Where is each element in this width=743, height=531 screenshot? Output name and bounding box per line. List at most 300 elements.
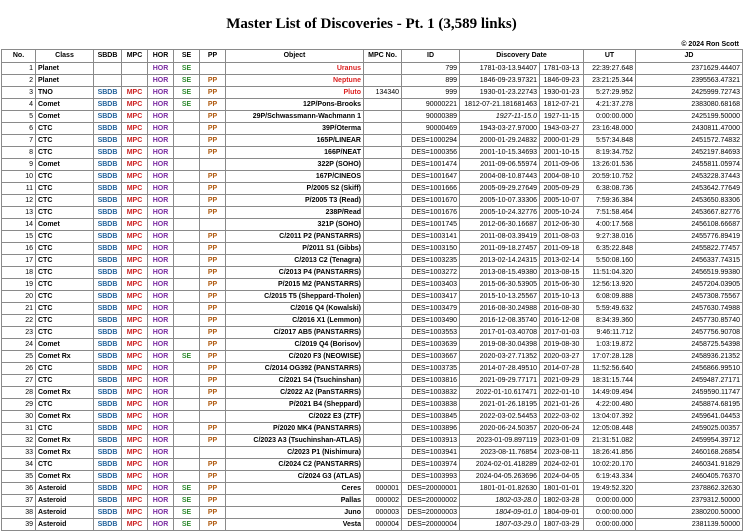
mpc-link[interactable]: MPC xyxy=(122,411,148,423)
pp-link[interactable]: PP xyxy=(200,459,226,471)
horizons-link[interactable]: HOR xyxy=(148,279,174,291)
horizons-link[interactable]: HOR xyxy=(148,519,174,531)
horizons-link[interactable]: HOR xyxy=(148,495,174,507)
pp-link[interactable]: PP xyxy=(200,279,226,291)
row-number: 6 xyxy=(2,123,36,135)
mpc-number xyxy=(364,255,402,267)
discovery-day: 2005-10-07 xyxy=(540,195,584,207)
mpc-link[interactable]: MPC xyxy=(122,219,148,231)
julian-date: 2457756.90708 xyxy=(636,327,743,339)
discovery-date: 2015-10-13.25567 xyxy=(460,291,540,303)
mpc-link[interactable]: MPC xyxy=(122,519,148,531)
object-name[interactable]: 39P/Oterma xyxy=(226,123,364,135)
julian-date: 2457630.74988 xyxy=(636,303,743,315)
pp-link[interactable]: PP xyxy=(200,111,226,123)
discovery-date: 2024-02-01.418289 xyxy=(460,459,540,471)
pp-link[interactable]: PP xyxy=(200,171,226,183)
pp-link[interactable]: PP xyxy=(200,195,226,207)
mpc-link[interactable]: MPC xyxy=(122,255,148,267)
sbdb-link[interactable]: SBDB xyxy=(94,183,122,195)
sbdb-link[interactable]: SBDB xyxy=(94,195,122,207)
pp-link[interactable]: PP xyxy=(200,207,226,219)
horizons-link[interactable]: HOR xyxy=(148,399,174,411)
sbdb-link[interactable]: SBDB xyxy=(94,315,122,327)
row-number: 16 xyxy=(2,243,36,255)
horizons-link[interactable]: HOR xyxy=(148,267,174,279)
object-name[interactable]: C/2023 A3 (Tsuchinshan-ATLAS) xyxy=(226,435,364,447)
pp-link[interactable]: PP xyxy=(200,243,226,255)
pp-link[interactable]: PP xyxy=(200,123,226,135)
discovery-date: 2022-01-10.617471 xyxy=(460,387,540,399)
pp-link[interactable]: PP xyxy=(200,99,226,111)
mpc-link[interactable]: MPC xyxy=(122,387,148,399)
object-name[interactable]: Pallas xyxy=(226,495,364,507)
object-name[interactable]: 12P/Pons-Brooks xyxy=(226,99,364,111)
object-id: DES=1000294 xyxy=(402,135,460,147)
discovery-ut: 7:51:58.464 xyxy=(584,207,636,219)
object-name[interactable]: C/2024 G3 (ATLAS) xyxy=(226,471,364,483)
object-name[interactable]: C/2022 E3 (ZTF) xyxy=(226,411,364,423)
object-name[interactable]: 321P (SOHO) xyxy=(226,219,364,231)
pp-link[interactable]: PP xyxy=(200,423,226,435)
julian-date: 2460341.91829 xyxy=(636,459,743,471)
row-number: 34 xyxy=(2,459,36,471)
object-name[interactable]: 166P/NEAT xyxy=(226,147,364,159)
table-row xyxy=(2,483,743,495)
pp-link[interactable]: PP xyxy=(200,183,226,195)
pp-link[interactable]: PP xyxy=(200,315,226,327)
horizons-link[interactable]: HOR xyxy=(148,447,174,459)
discovery-day: 2017-01-03 xyxy=(540,327,584,339)
sbdb-link[interactable]: SBDB xyxy=(94,111,122,123)
object-name[interactable]: P/2005 T3 (Read) xyxy=(226,195,364,207)
horizons-link[interactable]: HOR xyxy=(148,207,174,219)
object-id: DES=1003838 xyxy=(402,399,460,411)
object-name[interactable]: C/2022 A2 (PanSTARRS) xyxy=(226,387,364,399)
object-name[interactable]: C/2024 C2 (PANSTARRS) xyxy=(226,459,364,471)
se-link xyxy=(174,315,200,327)
mpc-link[interactable]: MPC xyxy=(122,159,148,171)
object-name[interactable]: Pluto xyxy=(226,87,364,99)
discovery-date: 2020-03-27.71352 xyxy=(460,351,540,363)
horizons-link[interactable]: HOR xyxy=(148,63,174,75)
table-row xyxy=(2,183,743,195)
sbdb-link[interactable]: SBDB xyxy=(94,303,122,315)
mpc-number xyxy=(364,375,402,387)
discovery-date: 2000-01-29.24832 xyxy=(460,135,540,147)
horizons-link[interactable]: HOR xyxy=(148,195,174,207)
se-link[interactable]: SE xyxy=(174,351,200,363)
object-name[interactable]: 167P/CINEOS xyxy=(226,171,364,183)
mpc-link[interactable]: MPC xyxy=(122,207,148,219)
class-cell: Planet xyxy=(36,75,94,87)
horizons-link[interactable]: HOR xyxy=(148,135,174,147)
object-name[interactable]: Vesta xyxy=(226,519,364,531)
pp-link[interactable]: PP xyxy=(200,483,226,495)
mpc-number: 000003 xyxy=(364,507,402,519)
sbdb-link[interactable]: SBDB xyxy=(94,483,122,495)
mpc-link[interactable]: MPC xyxy=(122,279,148,291)
pp-link[interactable]: PP xyxy=(200,351,226,363)
mpc-link[interactable]: MPC xyxy=(122,399,148,411)
sbdb-link[interactable]: SBDB xyxy=(94,291,122,303)
horizons-link[interactable]: HOR xyxy=(148,471,174,483)
se-link xyxy=(174,267,200,279)
sbdb-link[interactable]: SBDB xyxy=(94,411,122,423)
sbdb-link[interactable]: SBDB xyxy=(94,255,122,267)
mpc-link[interactable]: MPC xyxy=(122,267,148,279)
sbdb-link[interactable]: SBDB xyxy=(94,351,122,363)
pp-link[interactable]: PP xyxy=(200,231,226,243)
discovery-day: 2001-10-15 xyxy=(540,147,584,159)
sbdb-link[interactable]: SBDB xyxy=(94,219,122,231)
se-link xyxy=(174,399,200,411)
table-row xyxy=(2,159,743,171)
header-ut: UT xyxy=(584,50,636,63)
julian-date: 2395563.47321 xyxy=(636,75,743,87)
pp-link[interactable]: PP xyxy=(200,135,226,147)
sbdb-link[interactable]: SBDB xyxy=(94,519,122,531)
row-number: 11 xyxy=(2,183,36,195)
mpc-number: 134340 xyxy=(364,87,402,99)
se-link[interactable]: SE xyxy=(174,483,200,495)
mpc-link[interactable]: MPC xyxy=(122,315,148,327)
sbdb-link[interactable]: SBDB xyxy=(94,267,122,279)
object-name[interactable]: P/2021 B4 (Sheppard) xyxy=(226,399,364,411)
discovery-ut: 6:35:22.848 xyxy=(584,243,636,255)
pp-link[interactable]: PP xyxy=(200,495,226,507)
se-link[interactable]: SE xyxy=(174,87,200,99)
mpc-number xyxy=(364,159,402,171)
discovery-ut: 13:04:07.392 xyxy=(584,411,636,423)
mpc-link xyxy=(122,63,148,75)
pp-link[interactable]: PP xyxy=(200,75,226,87)
sbdb-link[interactable]: SBDB xyxy=(94,171,122,183)
row-number: 28 xyxy=(2,387,36,399)
object-name[interactable]: 238P/Read xyxy=(226,207,364,219)
class-cell: CTC xyxy=(36,231,94,243)
class-cell: Asteroid xyxy=(36,483,94,495)
sbdb-link[interactable]: SBDB xyxy=(94,147,122,159)
object-id: DES=20000004 xyxy=(402,519,460,531)
object-name[interactable]: Neptune xyxy=(226,75,364,87)
mpc-link[interactable]: MPC xyxy=(122,327,148,339)
object-name[interactable]: C/2023 P1 (Nishimura) xyxy=(226,447,364,459)
pp-link[interactable]: PP xyxy=(200,387,226,399)
mpc-link[interactable]: MPC xyxy=(122,303,148,315)
pp-link[interactable]: PP xyxy=(200,399,226,411)
horizons-link[interactable]: HOR xyxy=(148,375,174,387)
horizons-link[interactable]: HOR xyxy=(148,483,174,495)
object-name[interactable]: Juno xyxy=(226,507,364,519)
horizons-link[interactable]: HOR xyxy=(148,231,174,243)
object-id: DES=1001745 xyxy=(402,219,460,231)
mpc-link[interactable]: MPC xyxy=(122,231,148,243)
table-row xyxy=(2,255,743,267)
sbdb-link[interactable]: SBDB xyxy=(94,423,122,435)
object-name[interactable]: C/2015 T5 (Sheppard-Tholen) xyxy=(226,291,364,303)
pp-link[interactable]: PP xyxy=(200,435,226,447)
sbdb-link[interactable]: SBDB xyxy=(94,99,122,111)
horizons-link[interactable]: HOR xyxy=(148,315,174,327)
sbdb-link[interactable]: SBDB xyxy=(94,471,122,483)
discovery-ut: 0:00:00.000 xyxy=(584,519,636,531)
mpc-link[interactable]: MPC xyxy=(122,339,148,351)
row-number: 14 xyxy=(2,219,36,231)
sbdb-link[interactable]: SBDB xyxy=(94,399,122,411)
object-id: DES=1001670 xyxy=(402,195,460,207)
object-id: DES=1003272 xyxy=(402,267,460,279)
se-link xyxy=(174,411,200,423)
row-number: 31 xyxy=(2,423,36,435)
mpc-link[interactable]: MPC xyxy=(122,171,148,183)
mpc-link[interactable]: MPC xyxy=(122,351,148,363)
horizons-link[interactable]: HOR xyxy=(148,219,174,231)
horizons-link[interactable]: HOR xyxy=(148,423,174,435)
discovery-date: 2016-08-30.24988 xyxy=(460,303,540,315)
object-name[interactable]: C/2014 OG392 (PANSTARRS) xyxy=(226,363,364,375)
discovery-date: 2001-10-15.34693 xyxy=(460,147,540,159)
object-id: DES=1003490 xyxy=(402,315,460,327)
sbdb-link[interactable]: SBDB xyxy=(94,363,122,375)
sbdb-link[interactable]: SBDB xyxy=(94,135,122,147)
mpc-number xyxy=(364,363,402,375)
sbdb-link[interactable]: SBDB xyxy=(94,447,122,459)
se-link xyxy=(174,363,200,375)
sbdb-link[interactable]: SBDB xyxy=(94,495,122,507)
horizons-link[interactable]: HOR xyxy=(148,327,174,339)
object-id: 90000389 xyxy=(402,111,460,123)
julian-date: 2455776.89419 xyxy=(636,231,743,243)
pp-link[interactable]: PP xyxy=(200,507,226,519)
class-cell: CTC xyxy=(36,315,94,327)
discovery-ut: 5:50:08.160 xyxy=(584,255,636,267)
pp-link[interactable]: PP xyxy=(200,471,226,483)
sbdb-link[interactable]: SBDB xyxy=(94,327,122,339)
object-name[interactable]: C/2021 S4 (Tsuchinshan) xyxy=(226,375,364,387)
mpc-number xyxy=(364,243,402,255)
mpc-link[interactable]: MPC xyxy=(122,423,148,435)
horizons-link[interactable]: HOR xyxy=(148,459,174,471)
object-name[interactable]: P/2015 M2 (PANSTARRS) xyxy=(226,279,364,291)
row-number: 5 xyxy=(2,111,36,123)
pp-link[interactable]: PP xyxy=(200,87,226,99)
mpc-link[interactable]: MPC xyxy=(122,459,148,471)
horizons-link[interactable]: HOR xyxy=(148,507,174,519)
discovery-day: 2004-08-10 xyxy=(540,171,584,183)
row-number: 39 xyxy=(2,519,36,531)
discovery-date: 2016-12-08.35740 xyxy=(460,315,540,327)
mpc-number xyxy=(364,411,402,423)
discovery-ut: 22:39:27.648 xyxy=(584,63,636,75)
object-name[interactable]: P/2005 S2 (Skiff) xyxy=(226,183,364,195)
object-name[interactable]: C/2013 C2 (Tenagra) xyxy=(226,255,364,267)
object-name[interactable]: P/2011 S1 (Gibbs) xyxy=(226,243,364,255)
pp-link[interactable]: PP xyxy=(200,519,226,531)
object-id: DES=1003832 xyxy=(402,387,460,399)
discovery-ut: 1:03:19.872 xyxy=(584,339,636,351)
mpc-number xyxy=(364,315,402,327)
horizons-link[interactable]: HOR xyxy=(148,171,174,183)
pp-link[interactable]: PP xyxy=(200,267,226,279)
se-link[interactable]: SE xyxy=(174,519,200,531)
mpc-link[interactable]: MPC xyxy=(122,507,148,519)
row-number: 30 xyxy=(2,411,36,423)
mpc-link[interactable]: MPC xyxy=(122,471,148,483)
se-link[interactable]: SE xyxy=(174,507,200,519)
horizons-link[interactable]: HOR xyxy=(148,123,174,135)
mpc-link[interactable]: MPC xyxy=(122,183,148,195)
mpc-link[interactable]: MPC xyxy=(122,363,148,375)
sbdb-link[interactable]: SBDB xyxy=(94,207,122,219)
table-row xyxy=(2,147,743,159)
sbdb-link[interactable]: SBDB xyxy=(94,507,122,519)
se-link xyxy=(174,471,200,483)
table-row xyxy=(2,507,743,519)
sbdb-link[interactable]: SBDB xyxy=(94,87,122,99)
object-id: DES=1003479 xyxy=(402,303,460,315)
sbdb-link[interactable]: SBDB xyxy=(94,123,122,135)
horizons-link[interactable]: HOR xyxy=(148,243,174,255)
mpc-link[interactable]: MPC xyxy=(122,123,148,135)
mpc-link[interactable]: MPC xyxy=(122,483,148,495)
header-pp: PP xyxy=(200,50,226,63)
horizons-link[interactable]: HOR xyxy=(148,183,174,195)
se-link xyxy=(174,111,200,123)
se-link[interactable]: SE xyxy=(174,495,200,507)
class-cell: Comet Rx xyxy=(36,411,94,423)
discovery-day: 2012-06-30 xyxy=(540,219,584,231)
sbdb-link[interactable]: SBDB xyxy=(94,435,122,447)
pp-link[interactable]: PP xyxy=(200,375,226,387)
se-link xyxy=(174,279,200,291)
julian-date: 2425999.72743 xyxy=(636,87,743,99)
mpc-link[interactable]: MPC xyxy=(122,99,148,111)
julian-date: 2453650.83306 xyxy=(636,195,743,207)
mpc-link[interactable]: MPC xyxy=(122,447,148,459)
object-name[interactable]: 165P/LINEAR xyxy=(226,135,364,147)
horizons-link[interactable]: HOR xyxy=(148,303,174,315)
discovery-ut: 6:08:09.888 xyxy=(584,291,636,303)
pp-link[interactable]: PP xyxy=(200,327,226,339)
class-cell: Comet Rx xyxy=(36,387,94,399)
object-name[interactable]: C/2017 AB5 (PANSTARRS) xyxy=(226,327,364,339)
sbdb-link[interactable]: SBDB xyxy=(94,387,122,399)
discovery-ut: 20:59:10.752 xyxy=(584,171,636,183)
mpc-link[interactable]: MPC xyxy=(122,147,148,159)
horizons-link[interactable]: HOR xyxy=(148,435,174,447)
mpc-link[interactable]: MPC xyxy=(122,87,148,99)
object-name[interactable]: C/2016 X1 (Lemmon) xyxy=(226,315,364,327)
object-name[interactable]: Uranus xyxy=(226,63,364,75)
horizons-link[interactable]: HOR xyxy=(148,351,174,363)
sbdb-link[interactable]: SBDB xyxy=(94,459,122,471)
mpc-link[interactable]: MPC xyxy=(122,291,148,303)
discovery-date: 1801-01-01.82630 xyxy=(460,483,540,495)
object-name[interactable]: C/2016 Q4 (Kowalski) xyxy=(226,303,364,315)
mpc-link[interactable]: MPC xyxy=(122,435,148,447)
se-link[interactable]: SE xyxy=(174,99,200,111)
horizons-link[interactable]: HOR xyxy=(148,387,174,399)
horizons-link[interactable]: HOR xyxy=(148,363,174,375)
horizons-link[interactable]: HOR xyxy=(148,111,174,123)
class-cell: CTC xyxy=(36,279,94,291)
discovery-day: 2021-01-26 xyxy=(540,399,584,411)
pp-link[interactable]: PP xyxy=(200,255,226,267)
sbdb-link[interactable]: SBDB xyxy=(94,339,122,351)
object-name[interactable]: 322P (SOHO) xyxy=(226,159,364,171)
object-name[interactable]: 29P/Schwassmann-Wachmann 1 xyxy=(226,111,364,123)
julian-date: 2453642.77649 xyxy=(636,183,743,195)
table-row xyxy=(2,495,743,507)
sbdb-link[interactable]: SBDB xyxy=(94,159,122,171)
object-id: DES=1003235 xyxy=(402,255,460,267)
object-name[interactable]: C/2011 P2 (PANSTARRS) xyxy=(226,231,364,243)
mpc-link[interactable]: MPC xyxy=(122,243,148,255)
horizons-link[interactable]: HOR xyxy=(148,75,174,87)
discovery-ut: 5:27:29.952 xyxy=(584,87,636,99)
discovery-day: 2024-02-01 xyxy=(540,459,584,471)
mpc-link[interactable]: MPC xyxy=(122,495,148,507)
mpc-link[interactable]: MPC xyxy=(122,135,148,147)
discovery-ut: 13:26:01.536 xyxy=(584,159,636,171)
horizons-link[interactable]: HOR xyxy=(148,159,174,171)
horizons-link[interactable]: HOR xyxy=(148,255,174,267)
horizons-link[interactable]: HOR xyxy=(148,87,174,99)
object-name[interactable]: C/2020 F3 (NEOWISE) xyxy=(226,351,364,363)
class-cell: Comet xyxy=(36,339,94,351)
pp-link[interactable]: PP xyxy=(200,291,226,303)
sbdb-link[interactable]: SBDB xyxy=(94,279,122,291)
mpc-link[interactable]: MPC xyxy=(122,375,148,387)
pp-link[interactable]: PP xyxy=(200,147,226,159)
mpc-number xyxy=(364,267,402,279)
mpc-number xyxy=(364,447,402,459)
sbdb-link[interactable]: SBDB xyxy=(94,231,122,243)
table-row xyxy=(2,519,743,531)
row-number: 35 xyxy=(2,471,36,483)
object-name[interactable]: Ceres xyxy=(226,483,364,495)
se-link xyxy=(174,387,200,399)
julian-date: 2455822.77457 xyxy=(636,243,743,255)
object-name[interactable]: P/2020 MK4 (PANSTARRS) xyxy=(226,423,364,435)
pp-link[interactable]: PP xyxy=(200,363,226,375)
pp-link[interactable]: PP xyxy=(200,339,226,351)
pp-link[interactable]: PP xyxy=(200,303,226,315)
discovery-ut: 21:31:51.082 xyxy=(584,435,636,447)
object-name[interactable]: C/2013 P4 (PANSTARRS) xyxy=(226,267,364,279)
horizons-link[interactable]: HOR xyxy=(148,339,174,351)
se-link[interactable]: SE xyxy=(174,75,200,87)
discovery-date: 2021-01-26.18195 xyxy=(460,399,540,411)
sbdb-link[interactable]: SBDB xyxy=(94,243,122,255)
horizons-link[interactable]: HOR xyxy=(148,411,174,423)
mpc-link[interactable]: MPC xyxy=(122,111,148,123)
table-row xyxy=(2,111,743,123)
horizons-link[interactable]: HOR xyxy=(148,147,174,159)
se-link[interactable]: SE xyxy=(174,63,200,75)
object-id: DES=1001647 xyxy=(402,171,460,183)
row-number: 4 xyxy=(2,99,36,111)
mpc-link[interactable]: MPC xyxy=(122,195,148,207)
horizons-link[interactable]: HOR xyxy=(148,99,174,111)
sbdb-link[interactable]: SBDB xyxy=(94,375,122,387)
discovery-date: 2005-10-07.33306 xyxy=(460,195,540,207)
object-name[interactable]: C/2019 Q4 (Borisov) xyxy=(226,339,364,351)
mpc-number xyxy=(364,279,402,291)
header-mpc: MPC xyxy=(122,50,148,63)
horizons-link[interactable]: HOR xyxy=(148,291,174,303)
